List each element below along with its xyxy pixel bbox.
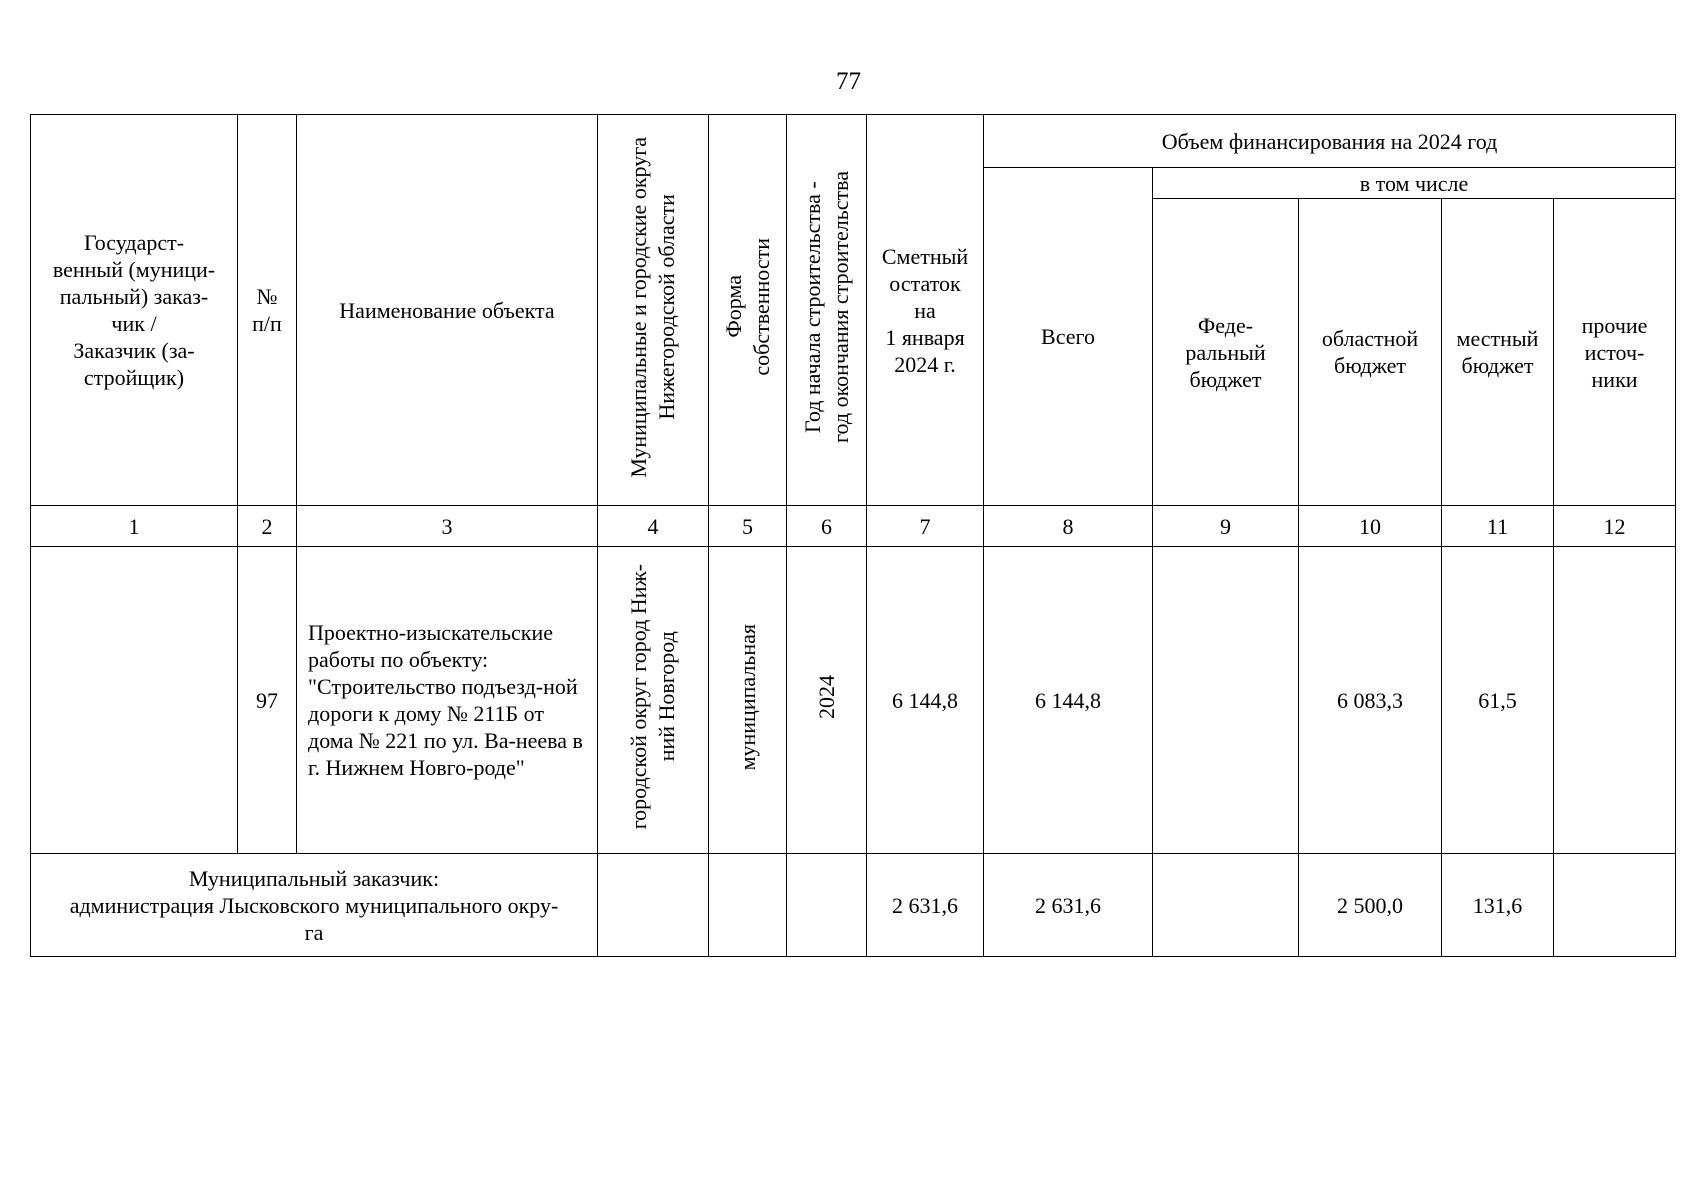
table-row	[31, 547, 1676, 854]
column-numbers-row	[31, 506, 1676, 547]
column-number: 12	[1554, 506, 1676, 547]
row-object-name: Проектно-изыскательские работы по объекту: "Строительство подъезд-ной дороги к дому № 211Б от дома № 221 по ул. Ва-неева в г. Нижнем Новго-роде"	[297, 547, 598, 854]
header-regional: областной бюджет	[1299, 199, 1442, 506]
summary-regional: 2 500,0	[1299, 854, 1442, 957]
summary-local: 131,6	[1442, 854, 1554, 957]
summary-federal	[1153, 854, 1299, 957]
row-estimate-balance: 6 144,8	[867, 547, 984, 854]
column-number: 11	[1442, 506, 1554, 547]
column-number: 4	[598, 506, 709, 547]
header-estimate-balance: Сметный остаток на 1 января 2024 г.	[867, 115, 984, 506]
summary-years	[787, 854, 867, 957]
column-number: 5	[709, 506, 787, 547]
column-number: 1	[31, 506, 238, 547]
header-local: местный бюджет	[1442, 199, 1554, 506]
row-ownership-cell	[709, 547, 787, 854]
summary-estimate-balance: 2 631,6	[867, 854, 984, 957]
header-ownership-cell	[709, 115, 787, 506]
row-federal	[1153, 547, 1299, 854]
header-years: Год начала строительства - год окончания строительства	[799, 171, 853, 443]
row-local: 61,5	[1442, 547, 1554, 854]
header-object-name: Наименование объекта	[297, 115, 598, 506]
header-funding-title: Объем финансирования на 2024 год	[984, 115, 1676, 168]
row-regional: 6 083,3	[1299, 547, 1442, 854]
header-customer: Государст- венный (муници- пальный) заказ- чик / Заказчик (за- стройщик)	[31, 115, 238, 506]
column-number: 6	[787, 506, 867, 547]
header-federal: Феде- ральный бюджет	[1153, 199, 1299, 506]
row-ownership: муниципальная	[734, 623, 760, 771]
header-ownership: Форма собственности	[720, 238, 774, 376]
header-districts: Муниципальные и городские округа Нижегородской области	[626, 136, 679, 478]
column-number: 3	[297, 506, 598, 547]
summary-ownership	[709, 854, 787, 957]
column-number: 7	[867, 506, 984, 547]
row-years: 2024	[813, 675, 839, 719]
summary-total: 2 631,6	[984, 854, 1153, 957]
summary-other	[1554, 854, 1676, 957]
summary-row	[31, 854, 1676, 957]
summary-district	[598, 854, 709, 957]
row-years-cell	[787, 547, 867, 854]
summary-label: Муниципальный заказчик: администрация Лысковского муниципального окру- га	[31, 854, 598, 957]
row-total: 6 144,8	[984, 547, 1153, 854]
header-districts-cell	[598, 115, 709, 506]
row-district: городской округ город Ниж- ний Новгород	[626, 564, 679, 830]
header-other: прочие источ- ники	[1554, 199, 1676, 506]
page-number: 77	[836, 68, 861, 95]
column-number: 2	[238, 506, 297, 547]
column-number: 10	[1299, 506, 1442, 547]
header-including: в том числе	[1153, 168, 1676, 199]
header-number: № п/п	[238, 115, 297, 506]
row-number: 97	[238, 547, 297, 854]
column-number: 8	[984, 506, 1153, 547]
row-other	[1554, 547, 1676, 854]
header-row	[31, 115, 1676, 168]
row-customer	[31, 547, 238, 854]
financing-table	[30, 114, 1676, 957]
row-district-cell	[598, 547, 709, 854]
column-number: 9	[1153, 506, 1299, 547]
header-years-cell	[787, 115, 867, 506]
header-total: Всего	[984, 168, 1153, 506]
